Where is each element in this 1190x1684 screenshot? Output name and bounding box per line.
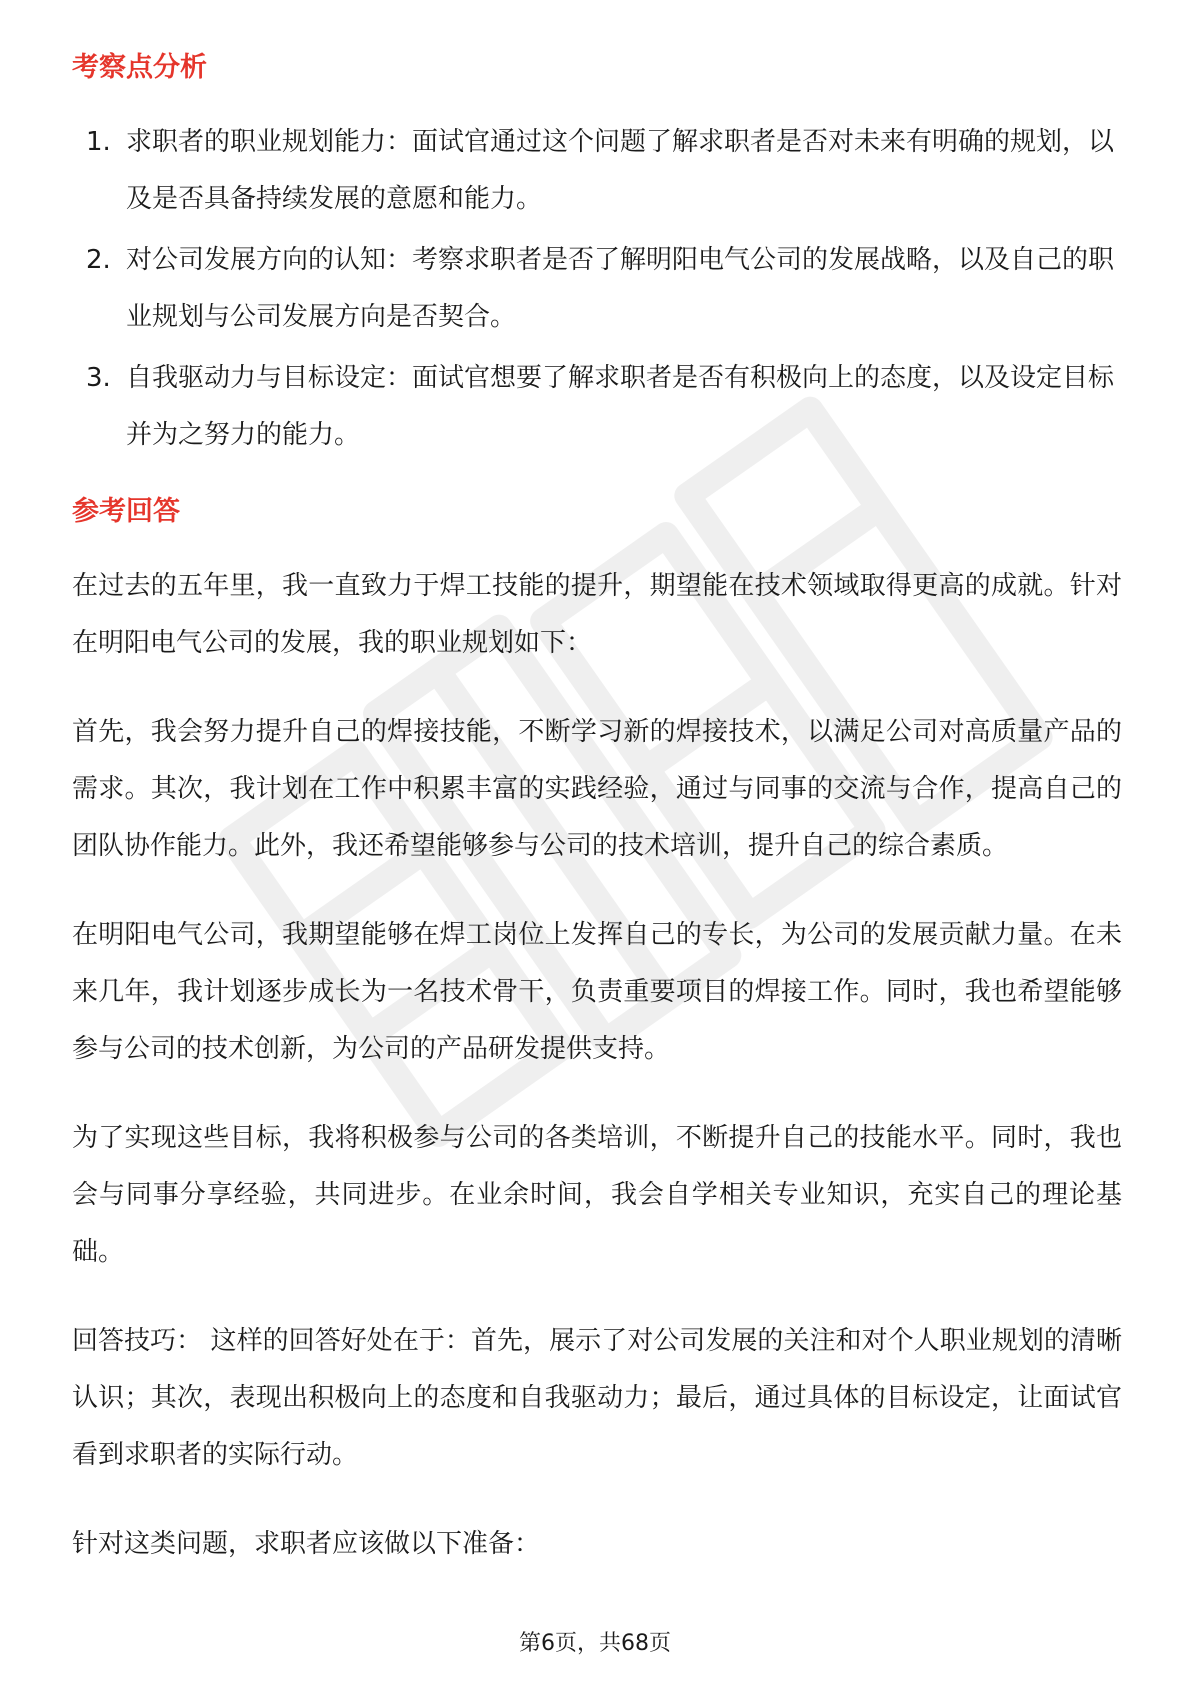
analysis-item [72,350,1122,464]
analysis-list [72,114,1122,464]
answer-paragraph: 为了实现这些目标，我将积极参与公司的各类培训，不断提升自己的技能水平。同时，我也会与同事分享经验，共同进步。在业余时间，我会自学相关专业知识，充实自己的理论基础。 [72,1123,1122,1267]
answer-paragraph: 在过去的五年里，我一直致力于焊工技能的提升，期望能在技术领域取得更高的成就。针对在明阳电气公司的发展，我的职业规划如下： [72,571,1122,658]
analysis-item-text: 对公司发展方向的认知：考察求职者是否了解明阳电气公司的发展战略，以及自己的职业规划与公司发展方向是否契合。 [126,245,1115,332]
analysis-heading: 考察点分析 [72,52,207,83]
document-content [72,48,1122,1605]
list-number: 2. [86,245,111,275]
analysis-item [72,232,1122,346]
analysis-item-text: 求职者的职业规划能力：面试官通过这个问题了解求职者是否对未来有明确的规划，以及是否具备持续发展的意愿和能力。 [126,127,1115,214]
analysis-item-text: 自我驱动力与目标设定：面试官想要了解求职者是否有积极向上的态度，以及设定目标并为之努力的能力。 [126,363,1115,450]
answer-heading: 参考回答 [72,496,180,527]
list-number: 3. [86,363,111,393]
answer-paragraph: 针对这类问题，求职者应该做以下准备： [72,1529,541,1559]
analysis-item [72,114,1122,228]
answer-paragraph: 首先，我会努力提升自己的焊接技能，不断学习新的焊接技术，以满足公司对高质量产品的需求。其次，我计划在工作中积累丰富的实践经验，通过与同事的交流与合作，提高自己的团队协作能力。此外，我还希望能够参与公司的技术培训，提升自己的综合素质。 [72,717,1122,861]
list-number: 1. [86,127,111,157]
answer-paragraph: 在明阳电气公司，我期望能够在焊工岗位上发挥自己的专长，为公司的发展贡献力量。在未来几年，我计划逐步成长为一名技术骨干，负责重要项目的焊接工作。同时，我也希望能够参与公司的技术创新，为公司的产品研发提供支持。 [72,920,1122,1064]
answer-tips-paragraph: 回答技巧： 这样的回答好处在于：首先，展示了对公司发展的关注和对个人职业规划的清晰认识；其次，表现出积极向上的态度和自我驱动力；最后，通过具体的目标设定，让面试官看到求职者的实际行动。 [72,1326,1122,1470]
page-number-footer: 第6页，共68页 [519,1631,671,1656]
